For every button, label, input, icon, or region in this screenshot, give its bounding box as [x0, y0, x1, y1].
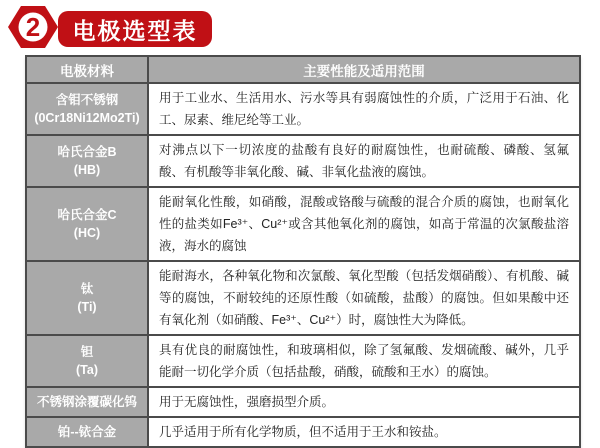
- table-row: [26, 83, 580, 135]
- material-cell: [26, 135, 148, 187]
- table-row: [26, 187, 580, 261]
- table-row: [26, 261, 580, 335]
- material-cell: [26, 387, 148, 417]
- material-cell: [26, 335, 148, 387]
- material-name: 钽: [80, 344, 94, 359]
- material-name: 铂--铱合金: [57, 424, 117, 439]
- material-cell: [26, 417, 148, 447]
- material-name: 哈氏合金B: [57, 144, 117, 159]
- description-cell: 能耐氧化性酸，如硝酸，混酸或铬酸与硫酸的混合介质的腐蚀，也耐氧化性的盐类如Fe³⁺、Cu²⁺或含其他氧化剂的腐蚀，如高于常温的次氯酸盐溶液，海水的腐蚀: [148, 187, 580, 261]
- table-row: [26, 417, 580, 447]
- description-cell: 几乎适用于所有化学物质，但不适用于王水和铵盐。: [148, 417, 580, 447]
- material-name: 不锈钢涂覆碳化钨: [36, 394, 137, 409]
- material-code: (HB): [73, 163, 101, 177]
- material-name: 钛: [80, 281, 94, 296]
- hexagon-badge-icon: [8, 4, 58, 50]
- material-code: (0Cr18Ni12Mo2Ti): [34, 111, 140, 125]
- table-row: [26, 387, 580, 417]
- material-cell: [26, 261, 148, 335]
- section-number-badge: [8, 4, 58, 50]
- description-cell: 能耐海水，各种氧化物和次氯酸、氧化型酸（包括发烟硝酸）、有机酸、碱等的腐蚀，不耐较纯的还原性酸（如硫酸，盐酸）的腐蚀。但如果酸中还有氧化剂（如硝酸、Fe³⁺、Cu²⁺）时，腐蚀性大为降低。: [148, 261, 580, 335]
- material-name: 含钼不锈钢: [55, 92, 119, 107]
- electrode-selection-table: [25, 55, 581, 448]
- column-header-description: 主要性能及适用范围: [148, 56, 580, 83]
- description-cell: 用于工业水、生活用水、污水等具有弱腐蚀性的介质，广泛用于石油、化工、尿素、维尼纶等工业。: [148, 83, 580, 135]
- material-code: (Ti): [77, 300, 97, 314]
- table-row: [26, 135, 580, 187]
- material-cell: [26, 187, 148, 261]
- material-code: (HC): [73, 226, 101, 240]
- page-header: [0, 0, 600, 55]
- page-title: 电极选型表: [58, 11, 212, 47]
- material-name: 哈氏合金C: [57, 207, 117, 222]
- description-cell: 用于无腐蚀性，强磨损型介质。: [148, 387, 580, 417]
- description-cell: 具有优良的耐腐蚀性，和玻璃相似，除了氢氟酸、发烟硫酸、碱外，几乎能耐一切化学介质（包括盐酸，硝酸，硫酸和王水）的腐蚀。: [148, 335, 580, 387]
- material-code: (Ta): [76, 363, 98, 377]
- material-cell: [26, 83, 148, 135]
- column-header-material: 电极材料: [26, 56, 148, 83]
- table-header-row: [26, 56, 580, 83]
- description-cell: 对沸点以下一切浓度的盐酸有良好的耐腐蚀性，也耐硫酸、磷酸、氢氟酸、有机酸等非氧化酸、碱、非氧化盐液的腐蚀。: [148, 135, 580, 187]
- table-row: [26, 335, 580, 387]
- section-number: 2: [25, 12, 41, 42]
